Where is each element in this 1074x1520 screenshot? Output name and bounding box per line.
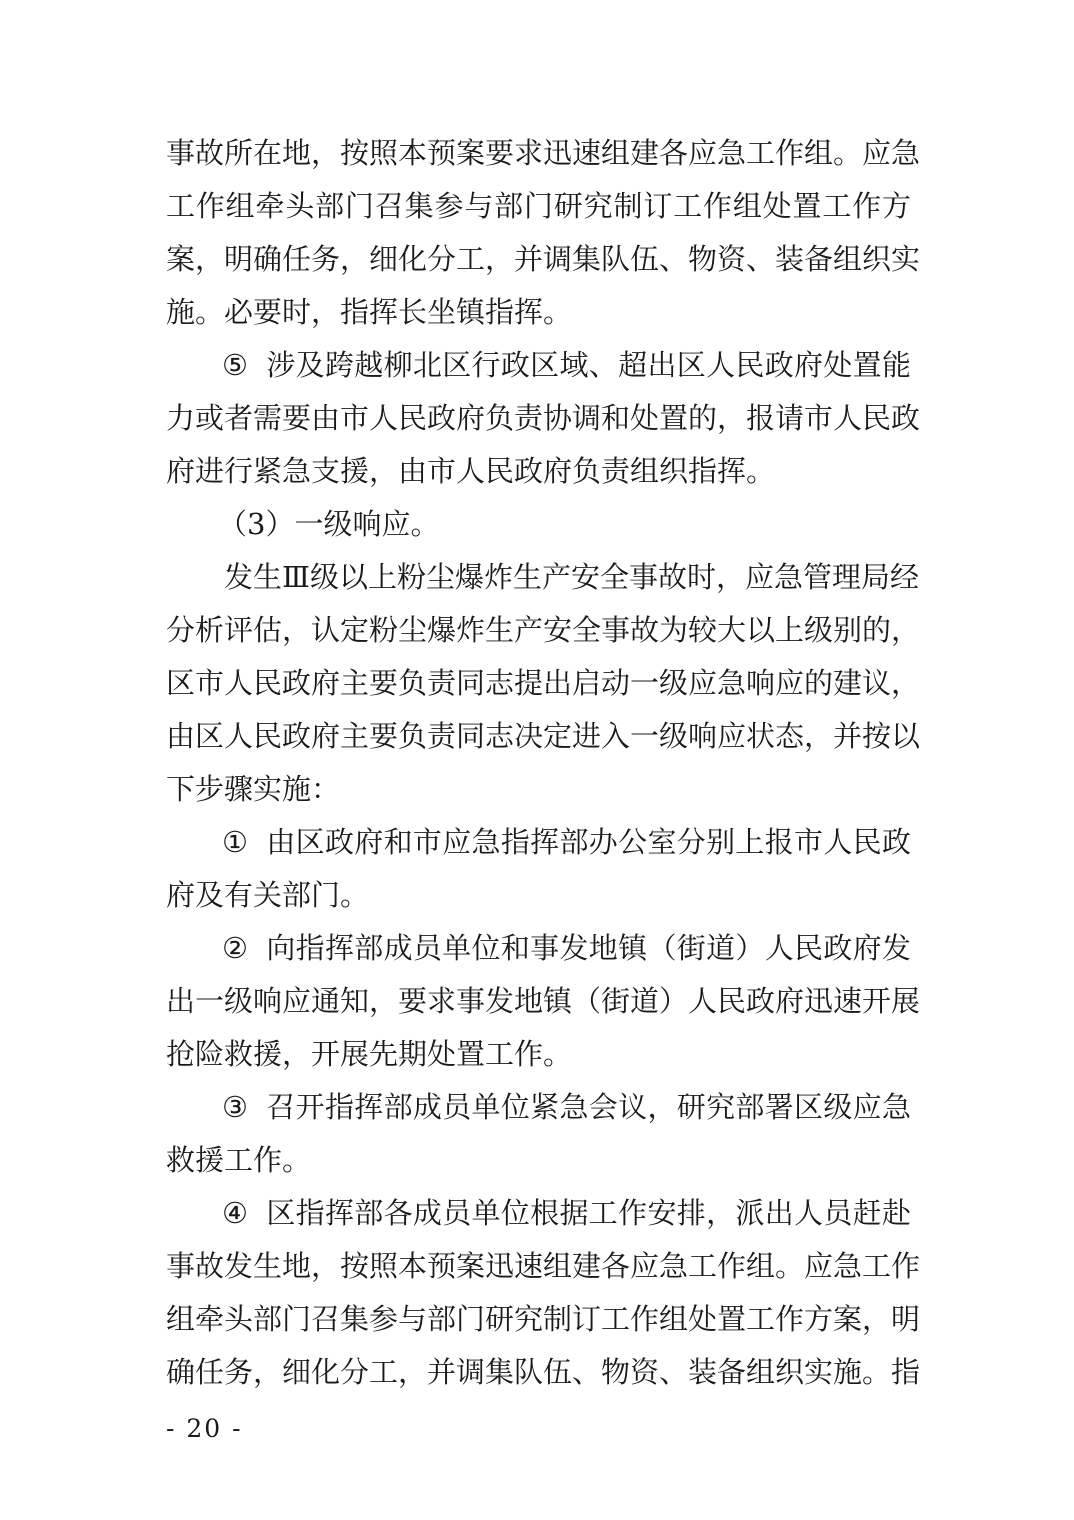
text-line: 召开指挥部成员单位紧急会议，研究部署区级应急 bbox=[266, 1090, 911, 1124]
list-item-2-first-line bbox=[222, 928, 911, 968]
page-number: - 20 - bbox=[166, 1414, 243, 1443]
list-item-4-first-line bbox=[222, 1193, 911, 1233]
text-line: 府进行紧急支援，由市人民政府负责组织指挥。 bbox=[166, 454, 776, 488]
text-line: 工作组牵头部门召集参与部门研究制订工作组处置工作方 bbox=[166, 189, 911, 223]
text-line: 出一级响应通知，要求事发地镇（街道）人民政府迅速开展 bbox=[166, 984, 921, 1018]
text-line: 力或者需要由市人民政府负责协调和处置的，报请市人民政 bbox=[166, 401, 921, 435]
list-item-5-first-line bbox=[222, 345, 911, 385]
text-line: 区指挥部各成员单位根据工作安排，派出人员赶赴 bbox=[266, 1196, 911, 1230]
text-line: 区市人民政府主要负责同志提出启动一级应急响应的建议， bbox=[166, 666, 921, 700]
list-marker: ③ bbox=[222, 1090, 248, 1124]
text-line: 抢险救援，开展先期处置工作。 bbox=[166, 1037, 573, 1071]
text-line: 施。必要时，指挥长坐镇指挥。 bbox=[166, 295, 573, 329]
text-line: 事故发生地，按照本预案迅速组建各应急工作组。应急工作 bbox=[166, 1249, 921, 1283]
text-line: 组牵头部门召集参与部门研究制订工作组处置工作方案，明 bbox=[166, 1302, 921, 1336]
list-marker: ④ bbox=[222, 1196, 248, 1230]
list-item-1-first-line bbox=[222, 822, 911, 862]
list-marker: ⑤ bbox=[222, 348, 248, 382]
text-line: 事故所在地，按照本预案要求迅速组建各应急工作组。应急 bbox=[166, 136, 921, 170]
text-line: 案，明确任务，细化分工，并调集队伍、物资、装备组织实 bbox=[166, 242, 921, 276]
text-line: 发生Ⅲ级以上粉尘爆炸生产安全事故时，应急管理局经 bbox=[224, 560, 919, 594]
section-heading: （3）一级响应。 bbox=[218, 507, 440, 541]
text-line: 涉及跨越柳北区行政区域、超出区人民政府处置能 bbox=[266, 348, 911, 382]
text-line: 救援工作。 bbox=[166, 1143, 312, 1177]
list-marker: ① bbox=[222, 825, 248, 859]
text-line: 府及有关部门。 bbox=[166, 878, 370, 912]
list-marker: ② bbox=[222, 931, 248, 965]
text-line: 由区政府和市应急指挥部办公室分别上报市人民政 bbox=[266, 825, 911, 859]
text-line: 向指挥部成员单位和事发地镇（街道）人民政府发 bbox=[266, 931, 911, 965]
text-line: 确任务，细化分工，并调集队伍、物资、装备组织实施。指 bbox=[166, 1355, 921, 1389]
text-line: 分析评估，认定粉尘爆炸生产安全事故为较大以上级别的， bbox=[166, 613, 921, 647]
text-line: 下步骤实施： bbox=[166, 772, 341, 806]
list-item-3-first-line bbox=[222, 1087, 911, 1127]
text-line: 由区人民政府主要负责同志决定进入一级响应状态，并按以 bbox=[166, 719, 921, 753]
